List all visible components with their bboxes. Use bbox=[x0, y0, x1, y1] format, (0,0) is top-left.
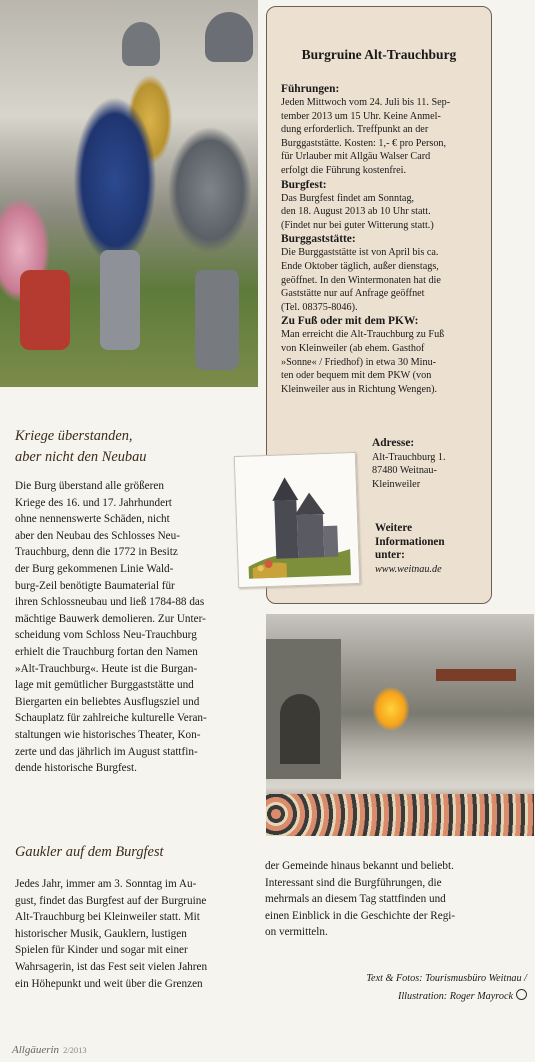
info-line: geöffnet. In den Wintermonaten hat die bbox=[281, 274, 441, 286]
fire-breather-photo bbox=[266, 614, 534, 836]
info-section-tours bbox=[281, 82, 486, 178]
info-line: »Sonne« / Friedhof) in etwa 30 Minu- bbox=[281, 356, 437, 368]
body-line: mächtige Bauwerk demolieren. Zur Unter- bbox=[15, 612, 206, 625]
info-line: Das Burgfest findet am Sonntag, bbox=[281, 192, 415, 204]
more-info-block bbox=[375, 522, 485, 576]
info-line: dung erforderlich. Treffpunkt an der bbox=[281, 124, 429, 136]
info-heading: Führungen: bbox=[281, 83, 340, 95]
photo-detail bbox=[195, 270, 239, 370]
section-body-history bbox=[15, 478, 247, 777]
info-line: Die Burggaststätte ist von April bis ca. bbox=[281, 247, 439, 259]
body-line: historischer Musik, Gauklern, lustigen bbox=[15, 927, 187, 940]
body-line: mehrmals an diesem Tag stattfinden und bbox=[265, 893, 446, 906]
body-line: gust, findet das Burgfest auf der Burgruine bbox=[15, 894, 207, 907]
info-line: Burggaststätte. Kosten: 1,- € pro Person, bbox=[281, 137, 447, 149]
footer bbox=[12, 1040, 172, 1058]
more-info-line: unter: bbox=[375, 549, 405, 562]
section-body-fest-col2 bbox=[265, 858, 527, 941]
body-line: burg-Zeil benötigte Baumaterial für bbox=[15, 579, 175, 592]
body-line: erhielt die Trauchburg fortan den Namen bbox=[15, 645, 198, 658]
address-line: Kleinweiler bbox=[372, 478, 421, 490]
body-line: einen Einblick in die Geschichte der Regi- bbox=[265, 909, 456, 922]
info-line: tember 2013 um 15 Uhr. Keine Anmel- bbox=[281, 110, 441, 122]
info-line: (Findet nur bei guter Witterung statt.) bbox=[281, 219, 434, 231]
info-line: für Urlauber mit Allgäu Walser Card bbox=[281, 151, 431, 163]
body-line: ihren Schlossneubau und ließ 1784-88 das bbox=[15, 596, 205, 609]
castle-illustration bbox=[234, 452, 361, 588]
body-line: Kriege des 16. und 17. Jahrhundert bbox=[15, 496, 172, 509]
info-line: Ende Oktober täglich, außer dienstags, bbox=[281, 260, 439, 272]
website-link[interactable]: www.weitnau.de bbox=[375, 563, 442, 575]
photo-detail bbox=[205, 12, 253, 62]
heading-line: Kriege überstanden, bbox=[15, 428, 133, 444]
body-line: on vermitteln. bbox=[265, 926, 328, 939]
credits bbox=[265, 970, 527, 1006]
castle-drawing bbox=[235, 453, 359, 587]
address-line: Alt-Trauchburg 1. bbox=[372, 451, 446, 463]
info-heading: Burgfest: bbox=[281, 178, 327, 191]
credits-line: Text & Fotos: Tourismusbüro Weitnau / bbox=[366, 973, 527, 984]
knights-photo bbox=[0, 0, 258, 387]
body-line: Biergarten ein beliebtes Ausflugsziel und bbox=[15, 695, 200, 708]
body-line: ohne nennenswerte Schäden, nicht bbox=[15, 513, 170, 526]
body-line: Die Burg überstand alle größeren bbox=[15, 480, 164, 492]
credits-line bbox=[265, 988, 527, 1006]
photo-detail bbox=[436, 669, 516, 681]
address-line: 87480 Weitnau- bbox=[372, 465, 437, 477]
body-line: dende historische Burgfest. bbox=[15, 762, 137, 775]
info-line: (Tel. 08375-8046). bbox=[281, 301, 358, 313]
info-heading: Burggaststätte: bbox=[281, 233, 356, 246]
photo-detail bbox=[122, 22, 160, 66]
more-info-line: Weitere bbox=[375, 522, 413, 534]
seal-icon bbox=[516, 989, 527, 1000]
issue-number: 2/2013 bbox=[63, 1045, 87, 1055]
body-line: scheidung vom Schloss Neu-Trauchburg bbox=[15, 629, 197, 642]
info-line: erfolgt die Führung kostenfrei. bbox=[281, 164, 407, 176]
credits-line-text: Illustration: Roger Mayrock bbox=[397, 991, 513, 1002]
body-line: staltungen wie historisches Theater, Kon- bbox=[15, 728, 201, 741]
info-line: Kleinweiler aus in Richtung Wengen). bbox=[281, 383, 438, 395]
section-heading-jugglers: Gaukler auf dem Burgfest bbox=[15, 844, 164, 860]
info-line: Jeden Mittwoch vom 24. Juli bis 11. Sep- bbox=[281, 97, 451, 108]
info-section-inn bbox=[281, 232, 486, 314]
more-info-line: Informationen bbox=[375, 535, 445, 548]
info-line: Man erreicht die Alt-Trauchburg zu Fuß bbox=[281, 329, 445, 341]
info-line: ten oder bequem mit dem PKW (von bbox=[281, 370, 432, 382]
info-box-title: Burgruine Alt-Trauchburg bbox=[301, 47, 457, 62]
heading-line: aber nicht den Neubau bbox=[15, 449, 147, 465]
section-body-fest-col1 bbox=[15, 876, 255, 992]
section-heading-war bbox=[15, 426, 240, 468]
photo-detail bbox=[280, 694, 320, 764]
photo-detail bbox=[20, 270, 70, 350]
body-line: ein Höhepunkt und weit über die Grenzen bbox=[15, 977, 203, 990]
address-block bbox=[372, 437, 487, 491]
body-line: der Burg gekommenen Linie Wald- bbox=[15, 562, 174, 575]
body-line: Alt-Trauchburg bei Kleinweiler statt. Mit bbox=[15, 911, 200, 924]
address-label: Adresse: bbox=[372, 437, 415, 449]
body-line: Schauplatz für zahlreiche kulturelle Veran- bbox=[15, 712, 207, 725]
body-line: Interessant sind die Burgführungen, die bbox=[265, 876, 442, 889]
info-box-content bbox=[281, 82, 486, 396]
body-line: Trauchburg, denn die 1772 in Besitz bbox=[15, 546, 178, 559]
info-line: Gaststätte nur auf Anfrage geöffnet bbox=[281, 288, 425, 300]
body-line: Jedes Jahr, immer am 3. Sonntag im Au- bbox=[15, 878, 197, 890]
body-line: »Alt-Trauchburg«. Heute ist die Burgan- bbox=[15, 662, 198, 675]
info-section-fest bbox=[281, 178, 486, 233]
info-heading: Zu Fuß oder mit dem PKW: bbox=[281, 315, 419, 328]
body-line: zerte und das jährlich im August stattfin- bbox=[15, 745, 198, 758]
body-line: Spielen für Kinder und sogar mit einer bbox=[15, 944, 188, 957]
body-line: Wahrsagerin, ist das Fest seit vielen Jahren bbox=[15, 960, 208, 973]
body-line: der Gemeinde hinaus bekannt und beliebt. bbox=[265, 860, 454, 872]
magazine-logo: Allgäuerin bbox=[12, 1044, 60, 1056]
photo-detail bbox=[100, 250, 140, 350]
info-line: den 18. August 2013 ab 10 Uhr statt. bbox=[281, 206, 431, 218]
info-section-access bbox=[281, 314, 486, 396]
body-line: lage mit gemütlicher Burggaststätte und bbox=[15, 679, 194, 692]
info-line: von Kleinweiler (ab ehem. Gasthof bbox=[281, 342, 425, 354]
body-line: aber den Neubau des Schlosses Neu- bbox=[15, 529, 180, 542]
photo-detail bbox=[266, 794, 534, 836]
